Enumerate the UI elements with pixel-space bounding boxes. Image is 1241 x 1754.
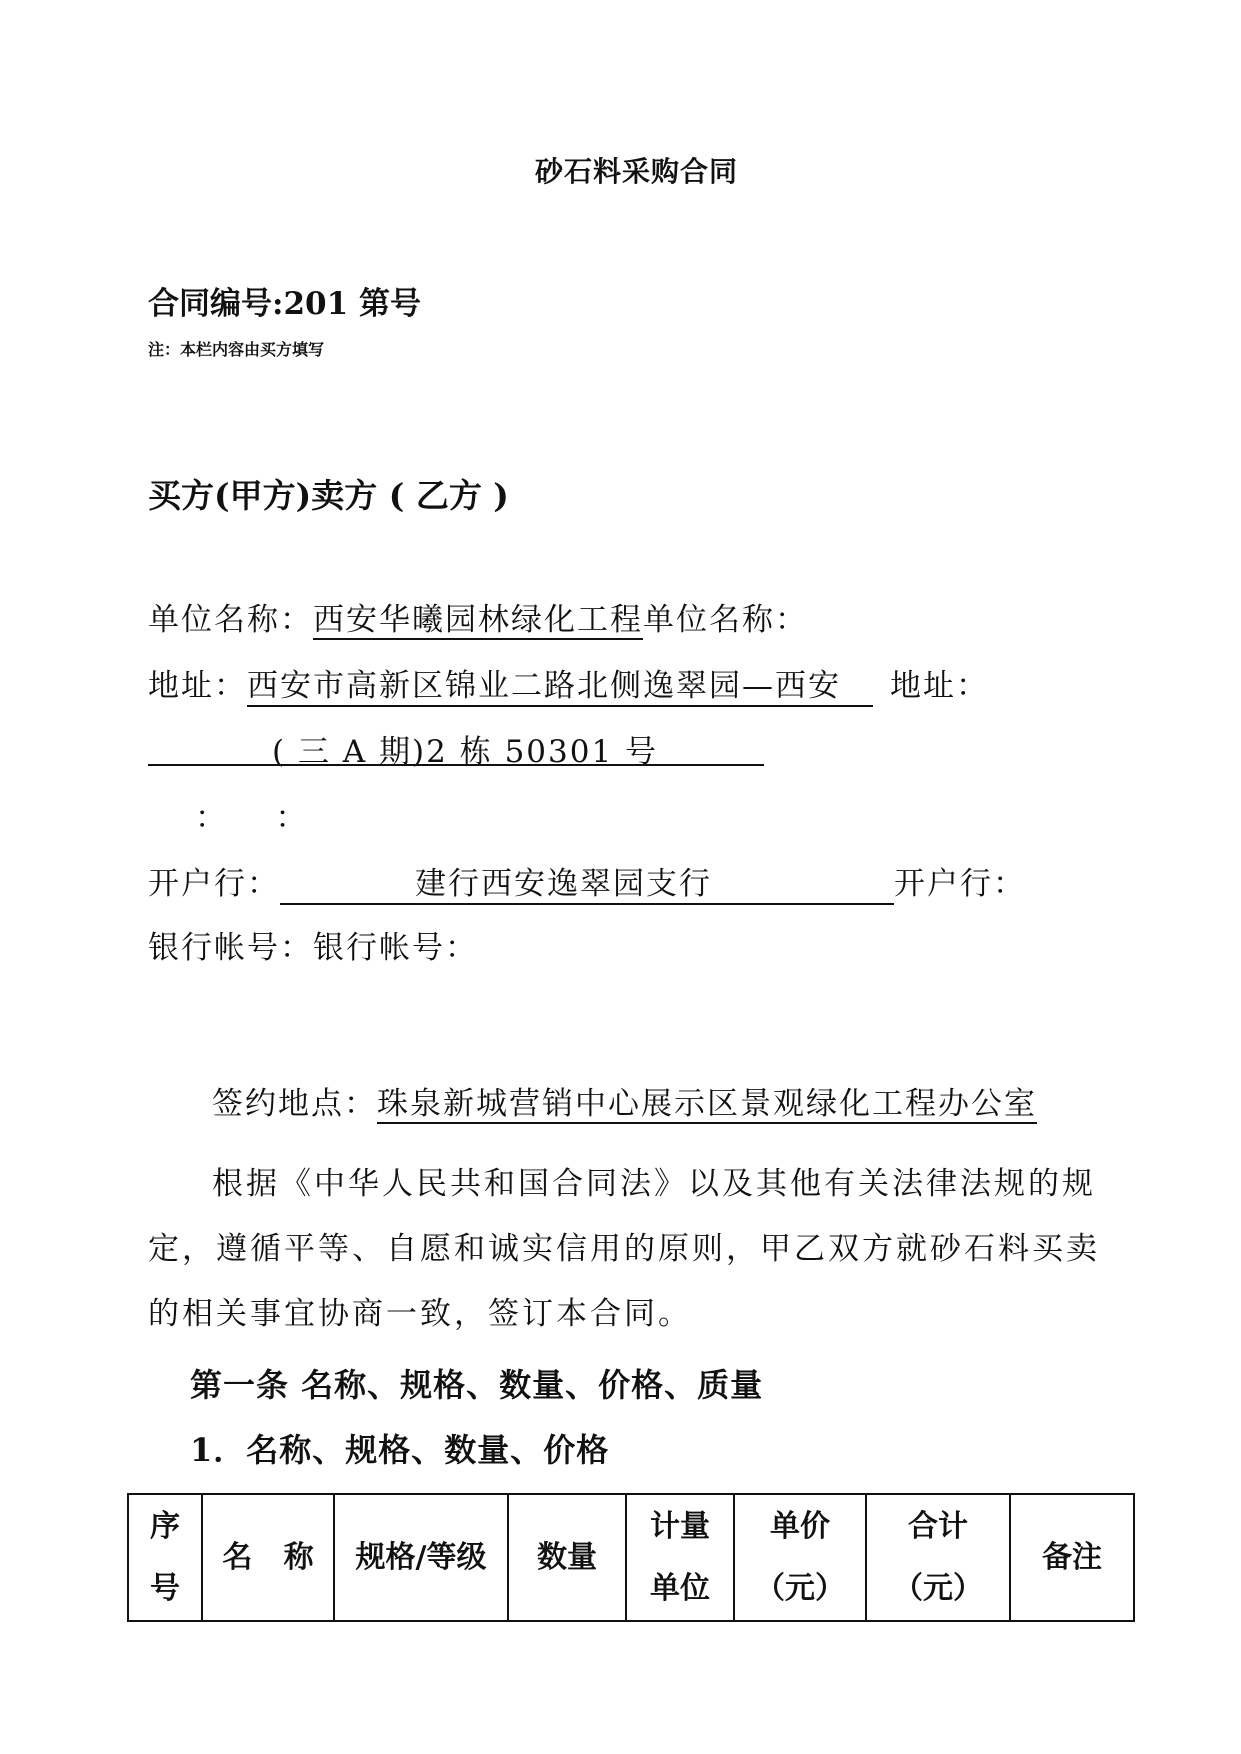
address-value-2: ( 三 A 期)2 栋 50301 号: [272, 734, 659, 770]
address-label: 地址：: [148, 668, 247, 704]
sign-place-label: 签约地点：: [212, 1086, 377, 1122]
header-name: 名 称: [202, 1494, 334, 1621]
unit-name-value: 西安华曦园林绿化工程: [313, 602, 643, 638]
bank-line: [148, 858, 1026, 905]
unit-name-label-seller: 单位名称：: [643, 602, 808, 638]
header-spec: 规格/等级: [334, 1494, 508, 1621]
colons-line: ： ：: [195, 800, 309, 836]
items-table: [127, 1493, 1135, 1622]
account-line: 银行帐号：银行帐号：: [148, 930, 478, 966]
unit-name-label: 单位名称：: [148, 602, 313, 638]
contract-number-note: 注：本栏内容由买方填写: [148, 340, 325, 359]
bank-value-wrap: [280, 858, 894, 905]
table-header-row: [128, 1494, 1134, 1621]
header-remarks: 备注: [1010, 1494, 1134, 1621]
bank-value: 建行西安逸翠园支行: [415, 866, 712, 902]
unit-name-line: [148, 594, 808, 639]
address-line-2: [148, 726, 764, 770]
header-serial: 序 号: [128, 1494, 202, 1621]
preamble-paragraph: 根据《中华人民共和国合同法》以及其他有关法律法规的规定，遵循平等、自愿和诚实信用的原则，甲乙双方就砂石料买卖的相关事宜协商一致，签订本合同。: [148, 1166, 1100, 1332]
header-quantity: 数量: [508, 1494, 626, 1621]
parties-heading: 买方(甲方)卖方 ( 乙方 ): [148, 476, 509, 515]
header-total: 合计 （元）: [866, 1494, 1010, 1621]
bank-label: 开户行：: [148, 866, 280, 902]
contract-number: 合同编号:201 第号: [148, 286, 421, 322]
bank-label-seller: 开户行：: [894, 866, 1026, 902]
article-1-heading: 第一条 名称、规格、数量、价格、质量: [190, 1366, 764, 1404]
address-value-1: 西安市高新区锦业二路北侧逸翠园—西安: [247, 660, 873, 707]
document-title: 砂石料采购合同: [535, 155, 739, 188]
sign-place-value: 珠泉新城营销中心展示区景观绿化工程办公室: [377, 1086, 1037, 1122]
sign-place-line: [212, 1078, 1037, 1123]
header-unit-price: 单价 （元）: [734, 1494, 866, 1621]
header-unit: 计量 单位: [626, 1494, 734, 1621]
address-line: [148, 660, 873, 707]
section-1-heading: 1．名称、规格、数量、价格: [190, 1431, 610, 1469]
address-label-seller: 地址：: [890, 668, 989, 704]
